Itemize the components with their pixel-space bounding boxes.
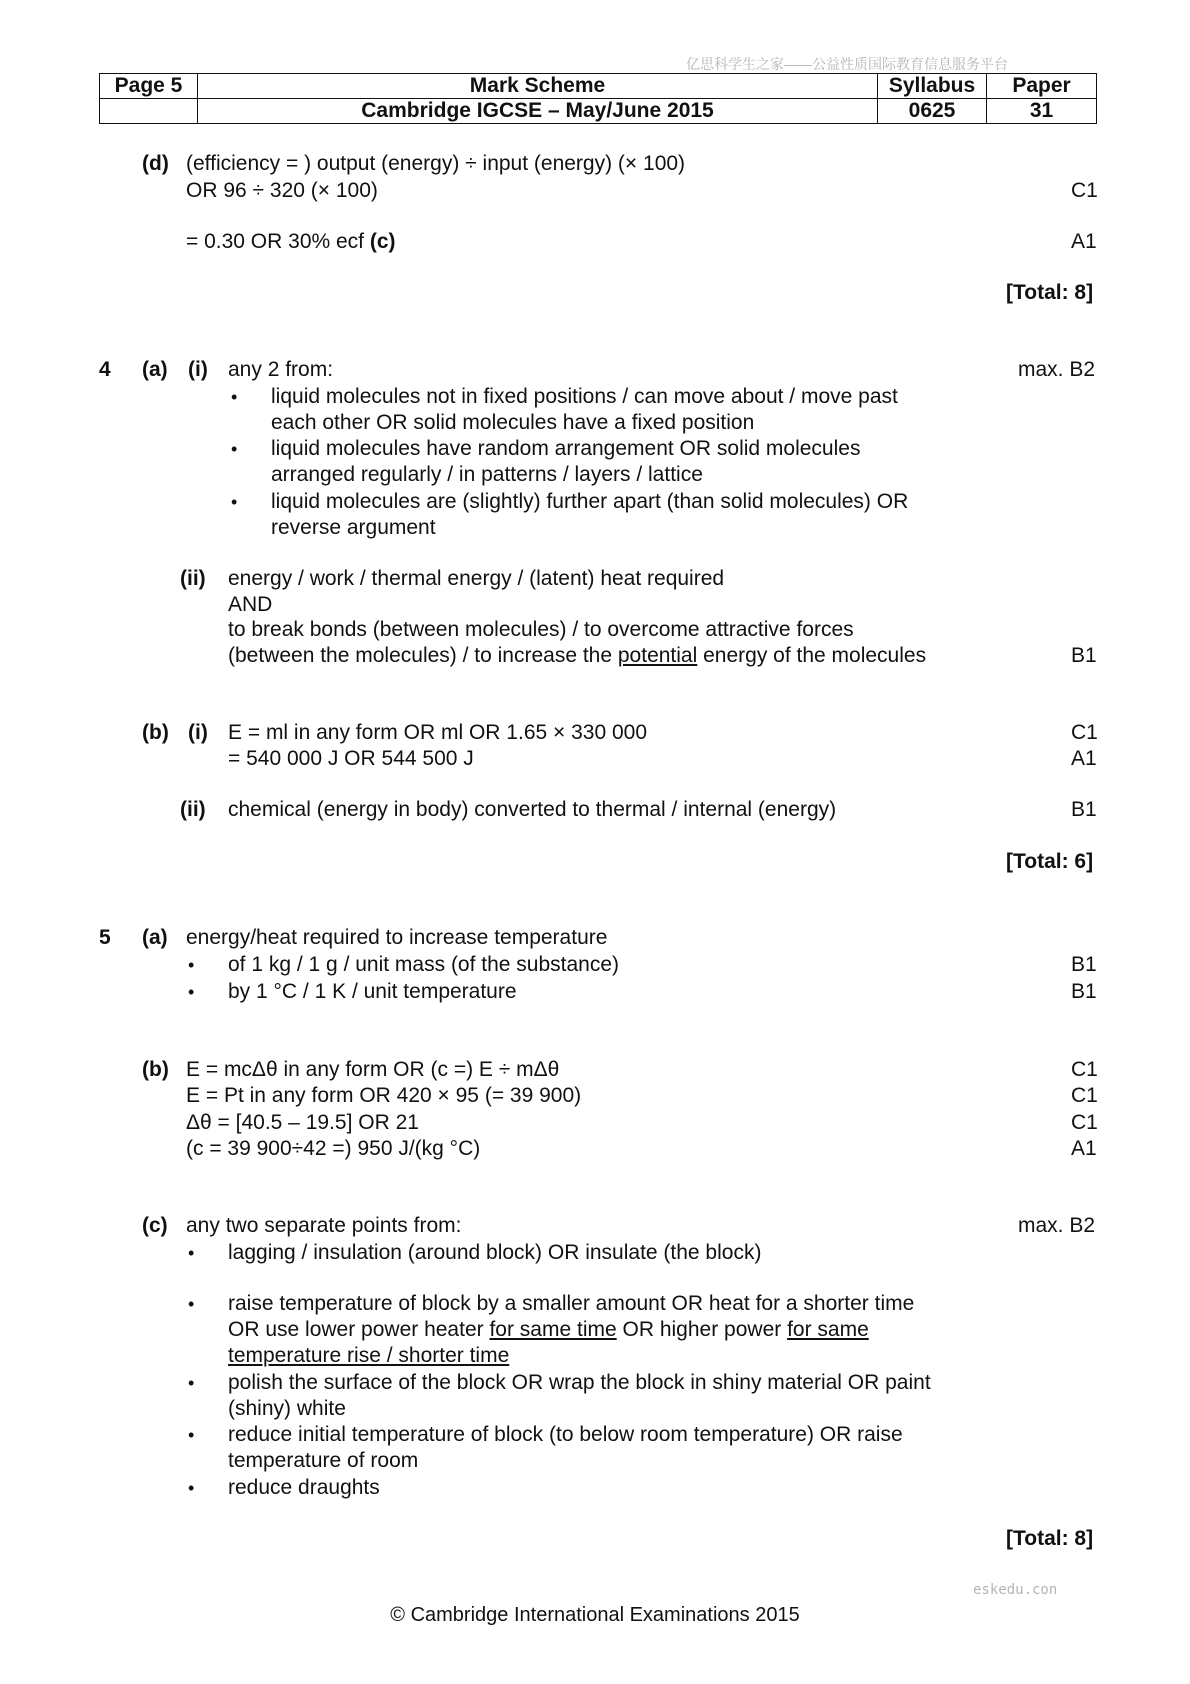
q3d-mark-c1: C1 bbox=[1071, 179, 1098, 202]
q4ai-bullet1-l2: each other OR solid molecules have a fixed position bbox=[271, 411, 755, 434]
q4bii-label: (ii) bbox=[180, 798, 206, 821]
bullet-icon: • bbox=[188, 982, 195, 1002]
q5c-label: (c) bbox=[142, 1214, 168, 1237]
q5a-label: (a) bbox=[142, 926, 168, 949]
q4ai-bullet3-l2: reverse argument bbox=[271, 516, 436, 539]
bullet-icon: • bbox=[231, 439, 238, 459]
q4bi-line2: = 540 000 J OR 544 500 J bbox=[228, 747, 474, 770]
q3d-line1: (efficiency = ) output (energy) ÷ input (energy) (× 100) bbox=[186, 152, 686, 175]
q4bi-mark-a1: A1 bbox=[1071, 747, 1097, 770]
q5b-line4: (c = 39 900÷42 =) 950 J/(kg °C) bbox=[186, 1137, 481, 1160]
q5c-bullet1: lagging / insulation (around block) OR insulate (the block) bbox=[228, 1241, 762, 1264]
q5c-bullet2-l3: temperature rise / shorter time bbox=[228, 1344, 510, 1367]
header-table bbox=[99, 73, 1097, 124]
q4ai-bullet2-l2: arranged regularly / in patterns / layers / lattice bbox=[271, 463, 703, 486]
q4aii-line3: to break bonds (between molecules) / to overcome attractive forces bbox=[228, 618, 854, 641]
q5b-mark3: C1 bbox=[1071, 1111, 1098, 1134]
bullet-icon: • bbox=[188, 1294, 195, 1314]
q5b-line3: Δθ = [40.5 – 19.5] OR 21 bbox=[186, 1111, 419, 1134]
q4ai-bullet2-l1: liquid molecules have random arrangement OR solid molecules bbox=[271, 437, 861, 460]
q4bii-mark: B1 bbox=[1071, 798, 1097, 821]
footer-copyright: © Cambridge International Examinations 2015 bbox=[390, 1604, 800, 1626]
q4aii-line4: (between the molecules) / to increase the potential energy of the molecules bbox=[228, 644, 927, 667]
watermark-bottom: eskedu.con bbox=[973, 1582, 1058, 1598]
q5a-mark2: B1 bbox=[1071, 980, 1097, 1003]
q5b-label: (b) bbox=[142, 1058, 169, 1081]
q5-total: [Total: 8] bbox=[1006, 1527, 1094, 1550]
q5a-mark1: B1 bbox=[1071, 953, 1097, 976]
syllabus-label: Syllabus bbox=[878, 74, 987, 99]
q4aii-line1: energy / work / thermal energy / (latent) heat required bbox=[228, 567, 725, 590]
paper-number: 31 bbox=[987, 99, 1097, 124]
watermark-top: 亿思科学生之家——公益性质国际教育信息服务平台 bbox=[686, 56, 1008, 72]
q4b-label: (b) bbox=[142, 721, 169, 744]
paper-label: Paper bbox=[987, 74, 1097, 99]
q4aii-mark: B1 bbox=[1071, 644, 1097, 667]
q5b-line2: E = Pt in any form OR 420 × 95 (= 39 900) bbox=[186, 1084, 582, 1107]
q4aii-line2: AND bbox=[228, 593, 273, 616]
q4-number: 4 bbox=[99, 358, 111, 381]
q5-number: 5 bbox=[99, 926, 111, 949]
q5a-bullet2: by 1 °C / 1 K / unit temperature bbox=[228, 980, 517, 1003]
q5c-bullet3-l2: (shiny) white bbox=[228, 1397, 346, 1420]
q5c-bullet2-l1: raise temperature of block by a smaller amount OR heat for a shorter time bbox=[228, 1292, 915, 1315]
q4bi-line1: E = ml in any form OR ml OR 1.65 × 330 000 bbox=[228, 721, 648, 744]
bullet-icon: • bbox=[231, 387, 238, 407]
q5b-mark1: C1 bbox=[1071, 1058, 1098, 1081]
bullet-icon: • bbox=[188, 1478, 195, 1498]
page-number: Page 5 bbox=[100, 74, 198, 99]
q4a-label: (a) bbox=[142, 358, 168, 381]
q4ai-bullet1-l1: liquid molecules not in fixed positions / can move about / move past bbox=[271, 385, 898, 408]
q3d-line3: = 0.30 OR 30% ecf (c) bbox=[186, 230, 396, 253]
q4ai-intro: any 2 from: bbox=[228, 358, 334, 381]
q4bi-label: (i) bbox=[188, 721, 208, 744]
q4ai-mark: max. B2 bbox=[1018, 358, 1096, 381]
q3d-line2: OR 96 ÷ 320 (× 100) bbox=[186, 179, 378, 202]
q3d-label: (d) bbox=[142, 152, 169, 175]
q5b-mark2: C1 bbox=[1071, 1084, 1098, 1107]
bullet-icon: • bbox=[188, 1373, 195, 1393]
header-subtitle: Cambridge IGCSE – May/June 2015 bbox=[198, 99, 878, 124]
q5c-bullet2-l2: OR use lower power heater for same time OR higher power for same bbox=[228, 1318, 869, 1341]
q5c-bullet4-l2: temperature of room bbox=[228, 1449, 419, 1472]
q4-total: [Total: 6] bbox=[1006, 850, 1094, 873]
q5b-mark4: A1 bbox=[1071, 1137, 1097, 1160]
q4ai-bullet3-l1: liquid molecules are (slightly) further apart (than solid molecules) OR bbox=[271, 490, 909, 513]
q5c-bullet3-l1: polish the surface of the block OR wrap the block in shiny material OR paint bbox=[228, 1371, 931, 1394]
q5c-intro: any two separate points from: bbox=[186, 1214, 462, 1237]
bullet-icon: • bbox=[188, 1243, 195, 1263]
q3d-mark-a1: A1 bbox=[1071, 230, 1097, 253]
q4bii-line1: chemical (energy in body) converted to thermal / internal (energy) bbox=[228, 798, 837, 821]
q4bi-mark-c1: C1 bbox=[1071, 721, 1098, 744]
syllabus-code: 0625 bbox=[878, 99, 987, 124]
q5a-bullet1: of 1 kg / 1 g / unit mass (of the substance) bbox=[228, 953, 620, 976]
q4aii-label: (ii) bbox=[180, 567, 206, 590]
q4ai-label: (i) bbox=[188, 358, 208, 381]
q5c-mark: max. B2 bbox=[1018, 1214, 1096, 1237]
q5b-line1: E = mcΔθ in any form OR (c =) E ÷ mΔθ bbox=[186, 1058, 560, 1081]
header-title: Mark Scheme bbox=[198, 74, 878, 99]
q5c-bullet5: reduce draughts bbox=[228, 1476, 380, 1499]
q5c-bullet4-l1: reduce initial temperature of block (to below room temperature) OR raise bbox=[228, 1423, 903, 1446]
bullet-icon: • bbox=[188, 955, 195, 975]
bullet-icon: • bbox=[188, 1425, 195, 1445]
q3-total: [Total: 8] bbox=[1006, 281, 1094, 304]
bullet-icon: • bbox=[231, 492, 238, 512]
q5a-intro: energy/heat required to increase temperature bbox=[186, 926, 608, 949]
